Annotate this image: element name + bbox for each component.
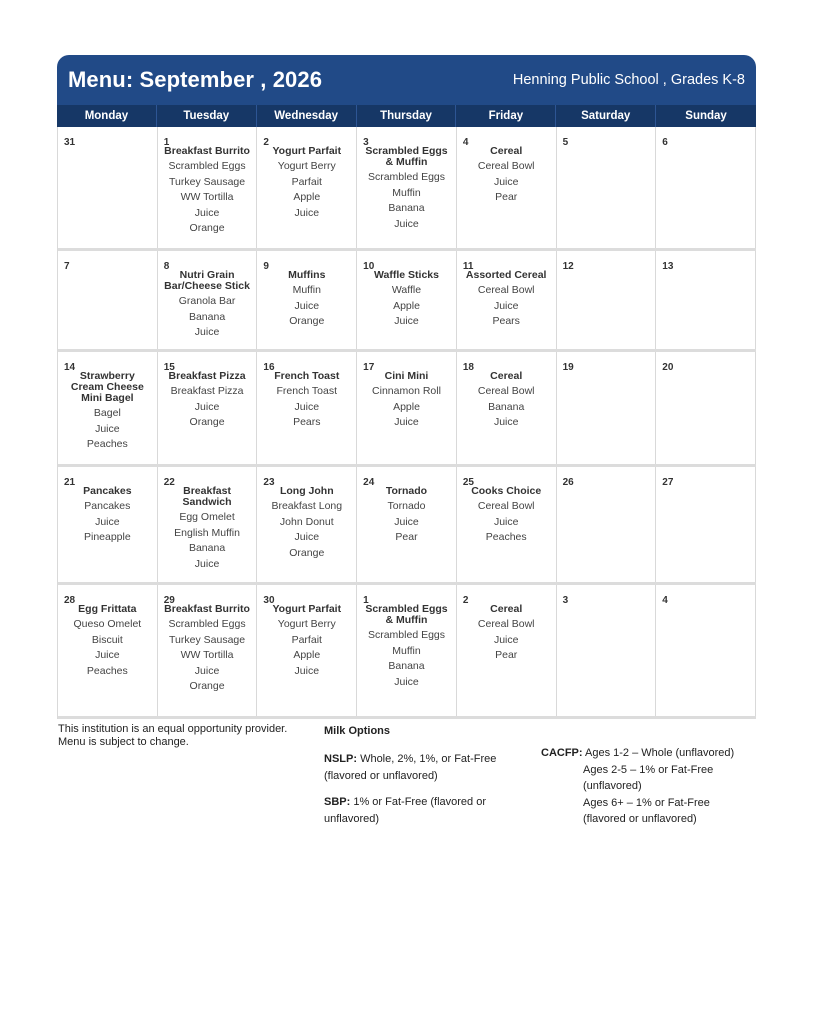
meal-items xyxy=(357,499,456,546)
meal-items xyxy=(257,283,356,330)
meal-item: Yogurt Berry Parfait xyxy=(277,618,336,646)
meal-item: Banana xyxy=(188,542,226,555)
meal-item: Banana xyxy=(188,310,226,323)
meal-title: Yogurt Parfait xyxy=(272,603,342,615)
day-cell xyxy=(58,467,158,582)
meal-item: WW Tortilla xyxy=(180,649,234,662)
meal-title: Strawberry Cream Cheese Mini Bagel xyxy=(70,370,144,404)
sbp-option xyxy=(324,794,514,827)
day-number: 19 xyxy=(562,362,574,373)
day-cell xyxy=(158,251,258,349)
milk-options xyxy=(324,725,514,837)
weekday-monday: Monday xyxy=(57,105,157,127)
meal-items xyxy=(257,499,356,561)
meal-item: Scrambled Eggs xyxy=(168,618,246,630)
day-number: 9 xyxy=(263,261,269,272)
meal-title: Long John xyxy=(279,485,334,497)
meal-item: Juice xyxy=(95,649,120,662)
meal-title: Cereal xyxy=(490,145,523,157)
meal-title: Pancakes xyxy=(83,485,132,497)
meal-item: Cereal Bowl xyxy=(477,160,535,172)
meal-item: Juice xyxy=(493,515,519,528)
meal-item: Muffin xyxy=(392,186,421,199)
meal-items xyxy=(457,617,556,664)
provider-notice xyxy=(58,723,308,749)
meal-item: Juice xyxy=(194,400,220,413)
meal-items xyxy=(58,499,157,546)
meal-item: Juice xyxy=(493,175,519,188)
meal-item: Banana xyxy=(488,400,525,413)
day-number: 16 xyxy=(263,362,275,373)
meal-title: Breakfast Burrito xyxy=(164,145,250,157)
meal-items xyxy=(257,617,356,679)
day-number: 1 xyxy=(163,137,170,148)
meal-item: Juice xyxy=(194,664,220,677)
day-number: 29 xyxy=(163,595,175,606)
calendar-weeks xyxy=(57,127,756,719)
meal-title: Scrambled Eggs & Muffin xyxy=(365,603,448,626)
meal-title: Muffins xyxy=(288,269,326,281)
meal-item: Apple xyxy=(293,649,321,662)
day-cell xyxy=(457,585,557,716)
day-cell xyxy=(656,127,756,248)
meal-item: Juice xyxy=(294,299,320,312)
meal-title: Breakfast Pizza xyxy=(168,370,246,382)
meal-title: Breakfast Burrito xyxy=(164,603,250,615)
meal-item: Juice xyxy=(294,206,320,219)
meal-item: Orange xyxy=(189,680,225,693)
menu-calendar xyxy=(57,55,756,719)
meal-items xyxy=(457,384,556,431)
meal-item: Orange xyxy=(189,222,225,235)
week-row xyxy=(58,127,756,251)
meal-item: Turkey Sausage xyxy=(169,633,246,646)
meal-title: Cereal xyxy=(490,370,523,382)
meal-item: Queso Omelet xyxy=(73,618,142,630)
day-cell xyxy=(557,251,657,349)
meal-item: Juice xyxy=(194,206,220,219)
meal-item: Apple xyxy=(293,191,321,204)
day-cell xyxy=(557,352,657,464)
weekday-tuesday: Tuesday xyxy=(157,105,257,127)
meal-item: WW Tortilla xyxy=(180,191,234,204)
meal-item: Peaches xyxy=(86,664,128,677)
calendar-header xyxy=(57,55,756,105)
meal-item: Waffle xyxy=(391,284,422,296)
meal-item: Cinnamon Roll xyxy=(372,385,441,397)
day-cell xyxy=(257,127,357,248)
week-row xyxy=(58,467,756,585)
meal-title: Scrambled Eggs & Muffin xyxy=(365,145,448,168)
nslp-option xyxy=(324,751,514,784)
cacfp-label: CACFP: xyxy=(541,747,583,759)
meal-items xyxy=(357,283,456,330)
meal-item: Cereal Bowl xyxy=(477,618,535,630)
weekday-wednesday: Wednesday xyxy=(257,105,357,127)
day-number: 10 xyxy=(363,261,375,272)
day-cell xyxy=(357,467,457,582)
meal-item: Orange xyxy=(189,416,225,429)
day-cell xyxy=(58,127,158,248)
day-number: 17 xyxy=(363,362,375,373)
day-number: 13 xyxy=(662,261,674,272)
day-number: 12 xyxy=(562,261,574,272)
meal-item: Cereal Bowl xyxy=(477,284,535,296)
nslp-text: Whole, 2%, 1%, or Fat-Free (flavored or unflavored) xyxy=(324,753,497,782)
week-row xyxy=(58,251,756,352)
meal-item: Cereal Bowl xyxy=(477,500,535,512)
meal-items xyxy=(257,384,356,431)
day-cell xyxy=(158,352,258,464)
cacfp-age-6-plus: Ages 6+ – 1% or Fat-Free (flavored or unflavored) xyxy=(583,796,710,825)
week-row xyxy=(58,352,756,467)
milk-options-heading: Milk Options xyxy=(324,725,390,737)
meal-items xyxy=(158,510,257,572)
meal-item: Egg Omelet xyxy=(179,511,235,523)
meal-item: Juice xyxy=(294,400,320,413)
day-number: 2 xyxy=(462,595,469,606)
meal-item: Peaches xyxy=(485,531,527,544)
weekday-header-row xyxy=(57,105,756,127)
meal-items xyxy=(457,283,556,330)
day-cell xyxy=(656,251,756,349)
meal-item: Breakfast Pizza xyxy=(170,385,244,397)
meal-item: Pear xyxy=(495,191,518,204)
day-number: 20 xyxy=(662,362,674,373)
meal-title: Cereal xyxy=(490,603,523,615)
notice-line-equal-opportunity: This institution is an equal opportunity provider. xyxy=(58,723,288,735)
day-number: 4 xyxy=(462,137,469,148)
day-number: 30 xyxy=(263,595,275,606)
meal-item: Turkey Sausage xyxy=(169,175,246,188)
day-number: 21 xyxy=(64,477,76,488)
meal-item: Juice xyxy=(95,515,120,528)
meal-item: Juice xyxy=(394,675,419,688)
day-cell xyxy=(557,127,657,248)
meal-item: Juice xyxy=(394,416,419,429)
meal-item: Orange xyxy=(289,315,325,328)
meal-item: Biscuit xyxy=(91,633,123,646)
weekday-sunday: Sunday xyxy=(685,110,727,122)
meal-items xyxy=(457,159,556,206)
day-number: 11 xyxy=(462,261,474,272)
day-cell xyxy=(457,467,557,582)
notice-line-menu-change: Menu is subject to change. xyxy=(58,736,189,748)
meal-items xyxy=(357,384,456,431)
meal-items xyxy=(158,617,257,695)
meal-title: Tornado xyxy=(385,485,428,497)
cacfp-first-line xyxy=(541,745,743,762)
meal-item: Juice xyxy=(394,315,419,328)
day-cell xyxy=(158,467,258,582)
meal-item: Juice xyxy=(294,531,320,544)
meal-item: Juice xyxy=(493,633,519,646)
meal-item: Juice xyxy=(294,664,320,677)
weekday-saturday: Saturday xyxy=(556,105,656,127)
meal-title: Nutri Grain Bar/Cheese Stick xyxy=(164,269,250,292)
day-cell xyxy=(257,352,357,464)
meal-item: Juice xyxy=(394,515,419,528)
weekday-thursday: Thursday xyxy=(357,105,457,127)
meal-title: Assorted Cereal xyxy=(465,269,547,281)
day-cell xyxy=(656,585,756,716)
day-number: 22 xyxy=(163,477,175,488)
cacfp-age-2-5: Ages 2-5 – 1% or Fat-Free (unflavored) xyxy=(583,763,714,792)
day-cell xyxy=(457,251,557,349)
meal-items xyxy=(357,170,456,232)
meal-item: Banana xyxy=(388,202,425,215)
day-number: 7 xyxy=(64,261,70,272)
meal-item: Bagel xyxy=(93,407,121,419)
meal-items xyxy=(158,294,257,341)
day-cell xyxy=(457,352,557,464)
cacfp-age-1-2: Ages 1-2 – Whole (unflavored) xyxy=(585,747,735,759)
day-number: 23 xyxy=(263,477,275,488)
day-cell xyxy=(557,467,657,582)
day-cell xyxy=(357,352,457,464)
sbp-label: SBP: xyxy=(324,796,351,808)
meal-items xyxy=(357,628,456,690)
day-number: 27 xyxy=(662,477,674,488)
meal-item: Juice xyxy=(194,557,220,570)
meal-item: Pear xyxy=(495,649,518,662)
day-cell xyxy=(158,127,258,248)
page-title: Menu: September , 2026 xyxy=(68,67,323,92)
meal-item: Muffin xyxy=(292,284,321,296)
day-cell xyxy=(656,352,756,464)
school-name: Henning Public School , Grades K-8 xyxy=(512,72,745,88)
day-cell xyxy=(656,467,756,582)
meal-item: Apple xyxy=(393,400,420,413)
day-number: 2 xyxy=(263,137,269,148)
meal-item: Juice xyxy=(194,326,220,339)
weekday-friday: Friday xyxy=(456,105,556,127)
day-cell xyxy=(158,585,258,716)
meal-item: Juice xyxy=(394,217,419,230)
meal-item: Pears xyxy=(293,416,321,429)
day-number: 1 xyxy=(363,595,369,606)
day-number: 25 xyxy=(462,477,474,488)
day-cell xyxy=(357,251,457,349)
meal-item: Banana xyxy=(388,660,425,673)
day-cell xyxy=(457,127,557,248)
day-cell xyxy=(257,467,357,582)
meal-item: Juice xyxy=(493,416,519,429)
meal-item: Scrambled Eggs xyxy=(367,629,446,641)
day-number: 3 xyxy=(363,137,369,148)
day-number: 26 xyxy=(562,477,574,488)
meal-item: Juice xyxy=(95,422,120,435)
day-cell xyxy=(58,352,158,464)
day-cell xyxy=(58,585,158,716)
meal-item: Pear xyxy=(395,531,418,544)
meal-item: Cereal Bowl xyxy=(477,385,535,397)
sbp-text: 1% or Fat-Free (flavored or unflavored) xyxy=(324,796,486,825)
day-number: 24 xyxy=(363,477,375,488)
meal-item: Pineapple xyxy=(83,531,131,544)
day-number: 15 xyxy=(163,362,175,373)
day-cell xyxy=(557,585,657,716)
day-number: 14 xyxy=(64,362,76,373)
meal-item: Peaches xyxy=(86,438,128,451)
meal-item: Scrambled Eggs xyxy=(168,160,246,172)
meal-title: Yogurt Parfait xyxy=(272,145,342,157)
meal-items xyxy=(58,617,157,679)
meal-title: Breakfast Sandwich xyxy=(182,485,232,508)
meal-item: Pears xyxy=(492,315,520,328)
meal-items xyxy=(58,406,157,453)
meal-item: Apple xyxy=(393,299,420,312)
day-cell xyxy=(357,127,457,248)
meal-title: Cini Mini xyxy=(384,370,429,382)
day-number: 28 xyxy=(64,595,76,606)
day-cell xyxy=(257,585,357,716)
day-number: 3 xyxy=(562,595,569,606)
meal-title: Waffle Sticks xyxy=(374,269,439,281)
meal-item: Breakfast Long John Donut xyxy=(271,500,343,528)
meal-items xyxy=(257,159,356,221)
meal-items xyxy=(158,384,257,431)
meal-item: Juice xyxy=(493,299,519,312)
meal-item: Scrambled Eggs xyxy=(367,171,446,183)
meal-items xyxy=(158,159,257,237)
day-cell xyxy=(257,251,357,349)
meal-items xyxy=(457,499,556,546)
nslp-label: NSLP: xyxy=(324,753,357,765)
week-row xyxy=(58,585,756,719)
meal-item: Pancakes xyxy=(84,500,131,512)
meal-item: English Muffin xyxy=(174,526,240,539)
meal-item: Muffin xyxy=(392,644,421,657)
meal-title: French Toast xyxy=(274,370,340,382)
meal-title: Cooks Choice xyxy=(471,485,542,497)
day-cell xyxy=(58,251,158,349)
meal-item: Yogurt Berry Parfait xyxy=(277,160,336,188)
day-cell xyxy=(357,585,457,716)
day-number: 6 xyxy=(662,137,668,148)
meal-title: Egg Frittata xyxy=(78,603,137,615)
cacfp-option xyxy=(541,745,743,828)
day-number: 31 xyxy=(64,137,76,148)
meal-item: Orange xyxy=(289,546,325,559)
meal-item: Tornado xyxy=(387,500,426,512)
meal-item: French Toast xyxy=(276,385,338,397)
day-number: 5 xyxy=(562,137,569,148)
day-number: 18 xyxy=(462,362,474,373)
day-number: 8 xyxy=(163,261,170,272)
meal-item: Granola Bar xyxy=(178,295,236,307)
day-number: 4 xyxy=(662,595,668,606)
